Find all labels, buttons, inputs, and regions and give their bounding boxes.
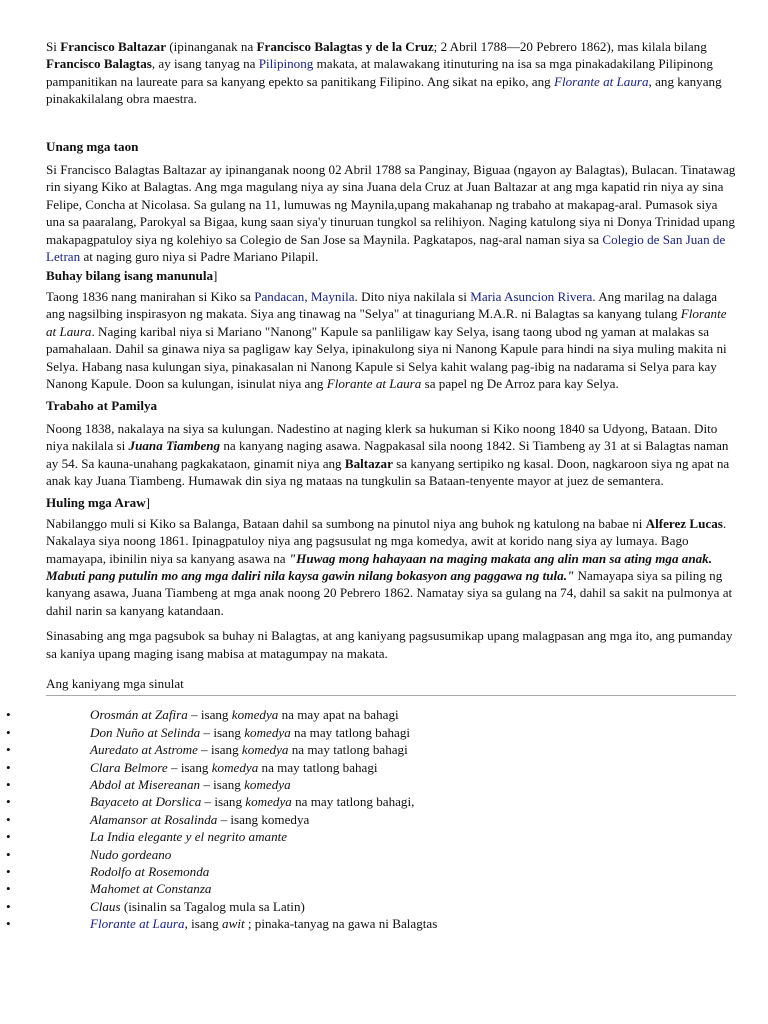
birth-name-bold: Francisco Balagtas y de la Cruz <box>256 39 434 54</box>
work-genre: komedya <box>241 742 289 758</box>
work-genre: komedya <box>244 724 291 740</box>
body-text: Taong 1836 nang manirahan si Kiko sa <box>46 288 255 304</box>
body-text: sa kanyang sertipiko ng kasal. Doon, nagkaroon siya ng apat na anak kay Juana Tiambeng. Humawak din siya ng mataas na tungkulin sa Bataan-tenyente mayor at juez de semantera. <box>46 455 730 488</box>
link-colegio-de-san-juan-de-letran[interactable]: Colegio de San Juan de Letran <box>46 231 726 265</box>
bold-name: Baltazar <box>344 455 393 471</box>
work-item <box>6 880 736 897</box>
work-item <box>6 724 736 741</box>
work-item <box>6 759 736 776</box>
bullet: • <box>6 794 11 810</box>
heading-huling-mga-araw <box>46 494 736 511</box>
work-title: Orosmán at Zafira <box>90 707 188 723</box>
bullet: • <box>6 881 11 897</box>
work-title: Auredato at Astrome <box>90 742 198 758</box>
known-name-bold: Francisco Balagtas <box>46 56 152 72</box>
paragraph-huling <box>46 515 736 619</box>
work-desc: ; pinaka-tanyag na gawa ni Balagtas <box>244 916 438 932</box>
work-title: Alamansor at Rosalinda <box>90 811 218 827</box>
body-text: . Dito niya nakilala si <box>354 288 471 304</box>
work-item <box>6 706 736 723</box>
work-desc: (isinalin sa Tagalog mula sa Latin) <box>120 898 305 914</box>
work-item <box>6 741 736 758</box>
bullet: • <box>6 846 11 862</box>
work-title: Clara Belmore <box>90 759 168 775</box>
bullet: • <box>6 759 11 775</box>
intro-text: , ang kanyang pinakakilalang obra maestra. <box>46 73 722 107</box>
link-pandacan-maynila[interactable]: Pandacan, Maynila <box>254 288 355 304</box>
work-genre: komedya <box>244 777 291 793</box>
intro-paragraph <box>46 38 736 108</box>
work-item <box>6 776 736 793</box>
heading-trabaho-at-pamilya: Trabaho at Pamilya <box>46 398 158 414</box>
heading-bracket: ] <box>213 268 218 284</box>
work-genre: awit <box>222 916 245 932</box>
work-item <box>6 863 736 880</box>
work-item <box>6 811 736 828</box>
work-title: Bayaceto at Dorslica <box>90 794 202 810</box>
work-desc: – isang <box>167 759 212 775</box>
body-text: . Ang marilag na dalaga ang nagsilbing inspirasyon ng makata. Siya ang tinawag na "Selya" at tinaguriang M.A.R. ni Balagtas sa kanyang tulang <box>46 288 718 322</box>
body-text: . Naging karibal niya si Mariano "Nanong" Kapule sa panliligaw kay Selya, isang taong ubod ng yaman at malakas sa pamahalaan. Dahil sa ginawa niya sa pagligaw kay Selya, ipinakulong siya ni Nanong Kapule para hindi na siya muling makita ni Selya. Habang nasa kulungan siya, pinakasalan ni Nanong Kapule si Selya kahit walang pag-ibig na nadarama si Selya para kay Nanong Kapule. Doon sa kulungan, isinulat niya ang <box>46 323 727 391</box>
work-desc: na may apat na bahagi <box>278 707 399 723</box>
work-title: Rodolfo at Rosemonda <box>90 864 210 880</box>
work-title: Mahomet at Constanza <box>90 881 212 897</box>
bullet: • <box>6 864 11 880</box>
body-text: Nabilanggo muli si Kiko sa Balanga, Bataan dahil sa sumbong na pinutol niya ang buhok ng katulong na babae ni <box>46 515 646 531</box>
heading-unang-mga-taon: Unang mga taon <box>46 138 139 154</box>
article <box>6 38 736 933</box>
intro-text: makata, at malawakang itinuturing na isa sa mga pinakadakilang Pilipinong pampanitikan na laureate para sa kanyang epekto sa panitikang Filipino. Ang sikat na epiko, ang <box>46 56 713 89</box>
bold-italic-quote: "Huwag mong hahayaan na maging makata ang alin man sa ating mga anak. Mabuti pang putulin mo ang mga daliri nila kaysa gawin nilang bokasyon ang paggawa ng tula." <box>46 550 712 583</box>
work-desc: na may tatlong bahagi, <box>291 794 415 810</box>
italic-title: Florante at Laura <box>46 306 727 339</box>
work-item <box>6 915 736 932</box>
heading-bracket: ] <box>145 495 151 511</box>
work-desc: – isang <box>200 724 245 740</box>
work-title: Claus <box>90 898 121 914</box>
work-desc: – isang <box>197 742 242 758</box>
link-florante-at-laura-work[interactable]: Florante at Laura <box>90 916 185 932</box>
link-pilipinong[interactable]: Pilipinong <box>258 56 314 72</box>
work-genre: komedya <box>245 794 292 810</box>
body-text: Si Francisco Balagtas Baltazar ay ipinanganak noong 02 Abril 1788 sa Panginay, Biguaa (ngayon ay Balagtas), Bulacan. Tinatawag rin siyang Kiko at Balagtas. Ang mga magulang niya ay sina Juana dela Cruz at Juan Baltazar at ang mga kapatid rin niya ay sina Felipe, Concha at Nicolasa. Sa gulang na 11, lumuwas ng Maynila,upang makahanap ng trabaho at makapag-aral. Pumasok siya una sa paaralang, Parokyal sa Bigaa, kung saan siya'y tinuruan tungkol sa relihiyon. Naging katulong siya ni Donya Trinidad upang makapagpatuloy siya ng kolehiyo sa Colegio de San Jose sa Maynila. Pagkatapos, nag-aral naman siya sa <box>46 162 736 247</box>
body-text: Namayapa siya sa piling ng kanyang asawa, Juana Tiambeng at mga anak noong 20 Pebrero 1862. Namatay siya sa gulang na 74, dahil sa sakit na pulmonya at dahil narin sa kanyang katandaan. <box>46 567 733 618</box>
work-title: La India elegante y el negrito amante <box>90 829 288 845</box>
heading-buhay-bilang-manunula <box>46 267 736 284</box>
body-text: Noong 1838, nakalaya na siya sa kulungan. Nadestino at naging klerk sa hukuman si Kiko noong 1840 sa Udyong, Bataan. Dito niya nakilala si <box>46 420 718 454</box>
link-florante-at-laura[interactable]: Florante at Laura <box>553 73 649 89</box>
work-desc: – isang <box>201 794 246 810</box>
italic-title: Florante at Laura <box>326 375 422 391</box>
intro-text: (ipinanganak na <box>166 39 257 54</box>
bullet: • <box>6 707 11 723</box>
work-desc: na may tatlong bahagi <box>288 742 408 758</box>
paragraph-closing: Sinasabing ang mga pagsubok sa buhay ni Balagtas, at ang kaniyang pagsusumikap upang malagpasan ang mga ito, ang pumanday sa kaniya upang maging isang mabisa at matagumpay na makata. <box>46 628 733 661</box>
work-desc: na may tatlong bahagi <box>290 724 411 740</box>
work-item <box>6 846 736 863</box>
work-genre: komedya <box>211 759 259 775</box>
link-maria-asuncion-rivera[interactable]: Maria Asuncion Rivera <box>470 288 593 304</box>
body-text: sa papel ng De Arroz para kay Selya. <box>421 375 619 391</box>
body-text: . Nakalaya siya noong 1861. Ipinagpatuloy niya ang pagsusulat ng mga komedya, awit at korido nang siya ay lumaya. Bago mamayapa, ibinilin niya sa kanyang asawa na <box>46 515 727 566</box>
paragraph-buhay <box>46 288 736 392</box>
work-item <box>6 793 736 810</box>
paragraph-trabaho <box>46 420 736 490</box>
work-title: Don Nuño at Selinda <box>90 724 201 740</box>
name-bold: Francisco Baltazar <box>60 39 167 54</box>
work-desc: , isang <box>184 916 223 932</box>
bold-italic-name: Juana Tiambeng <box>128 438 221 454</box>
work-desc: – isang <box>187 707 232 723</box>
works-list <box>6 706 736 932</box>
body-text: at naging guro niya si Padre Mariano Pilapil. <box>80 249 319 265</box>
work-item <box>6 828 736 845</box>
bullet: • <box>6 916 11 932</box>
intro-text: , ay isang tanyag na <box>151 56 259 72</box>
bullet: • <box>6 811 11 827</box>
bullet: • <box>6 724 11 740</box>
bullet: • <box>6 898 11 914</box>
intro-text: Si <box>46 39 61 54</box>
heading-text: Buhay bilang isang manunula <box>46 268 214 284</box>
work-title: Abdol at Misereanan <box>90 777 201 793</box>
work-desc: na may tatlong bahagi <box>258 759 378 775</box>
heading-text: Huling mga Araw <box>46 495 146 511</box>
work-item <box>6 898 736 915</box>
bullet: • <box>6 777 11 793</box>
intro-text: ; 2 Abril 1788—20 Pebrero 1862), mas kilala bilang <box>433 39 707 54</box>
bullet: • <box>6 742 11 758</box>
bold-name: Alferez Lucas <box>645 515 723 531</box>
bullet: • <box>6 829 11 845</box>
work-desc: – isang <box>200 777 245 793</box>
work-genre: komedya <box>231 707 279 723</box>
body-text: na kanyang naging asawa. Nagpakasal sila noong 1842. Si Tiambeng ay 31 at si Balagtas naman ay 54. Sa kauna-unahang pagkakataon, ginamit niya ang <box>46 438 729 471</box>
work-desc: – isang komedya <box>217 811 310 827</box>
work-title: Nudo gordeano <box>90 846 172 862</box>
paragraph-unang-mga-taon <box>46 161 736 265</box>
works-heading: Ang kaniyang mga sinulat <box>46 675 736 696</box>
